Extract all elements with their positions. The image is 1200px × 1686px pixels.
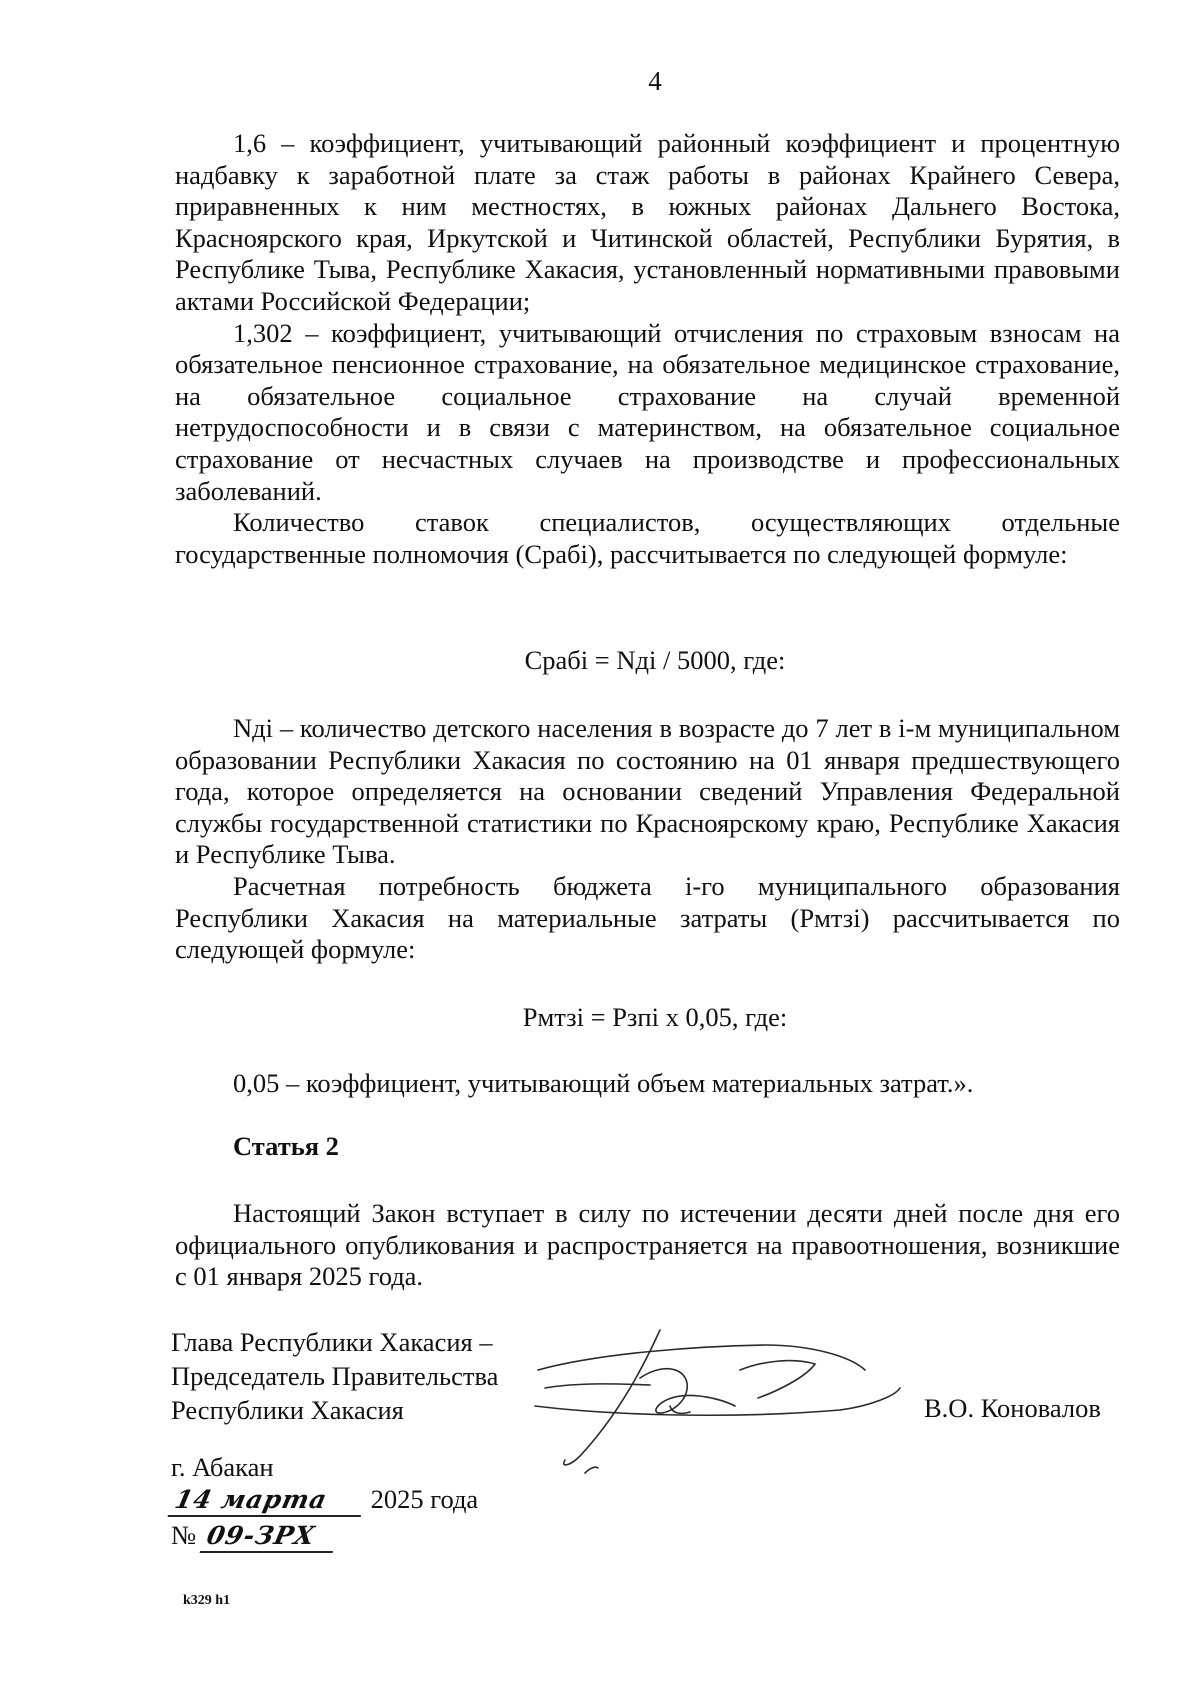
number-sign: № <box>171 1520 197 1550</box>
signatory-title-line-3: Республики Хакасия <box>171 1395 404 1425</box>
paragraph-coefficient-1-302: 1,302 – коэффициент, учитывающий отчисления по страховым взносам на обязательное пенсионное страхование, на обязательное медицинское страхование, на обязательное социальное страхование на случай временной нетрудоспособности и в связи с материнством, на обязательное социальное страхование от несчастных случаев на производстве и профессиональных заболеваний. <box>175 317 1120 506</box>
signatory-title <box>171 1325 498 1427</box>
date-year: 2025 года <box>370 1484 479 1514</box>
place-of-signing: г. Абакан <box>171 1452 274 1482</box>
signature-stroke-2 <box>545 1384 650 1388</box>
signature-stroke-6 <box>535 1388 900 1415</box>
formula-staff-rates: Срабi = Nдi / 5000, где: <box>524 645 786 675</box>
page-number: 4 <box>648 66 662 96</box>
footer-code: k329 h1 <box>183 1593 231 1608</box>
paragraph-material-costs: Расчетная потребность бюджета i-го муниципального образования Республики Хакасия на материальные затраты (Рмтзi) рассчитывается по следующей формуле: <box>175 870 1120 965</box>
signatory-title-line-2: Председатель Правительства <box>171 1361 499 1391</box>
law-number <box>171 1520 336 1553</box>
handwritten-law-number: 09-ЗРХ <box>200 1521 340 1553</box>
signature-stroke-3 <box>564 1330 660 1465</box>
paragraph-entry-into-force: Настоящий Закон вступает в силу по истечении десяти дней после дня его официального опубликования и распространяется на правоотношения, возникшие с 01 января 2025 года. <box>175 1198 1120 1292</box>
signature-stroke-4 <box>640 1369 735 1413</box>
paragraphs-middle <box>175 713 1120 966</box>
signatory-title-line-1: Глава Республики Хакасия – <box>171 1327 493 1357</box>
signature-stroke-7 <box>670 1406 690 1413</box>
paragraph-child-population: Nдi – количество детского населения в возрасте до 7 лет в i-м муниципальном образовании Республики Хакасия по состоянию на 01 января предшествующего года, которое определяется на основании сведений Управления Федеральной службы государственной статистики по Красноярскому краю, Республике Хакасия и Республике Тыва. <box>175 713 1120 870</box>
article-heading: Статья 2 <box>233 1131 339 1161</box>
signature-stroke-5 <box>740 1361 815 1398</box>
paragraphs-bottom <box>175 1198 1120 1293</box>
paragraph-coefficient-1-6: 1,6 – коэффициент, учитывающий районный коэффициент и процентную надбавку к заработной плате за стаж работы в районах Крайнего Севера, приравненных к ним местностях, в южных районах Дальнего Востока, Красноярского края, Иркутской и Читинской областей, Республики Бурятия, в Республике Тыва, Республике Хакасия, установленный нормативными правовыми актами Российской Федерации; <box>175 128 1120 316</box>
handwritten-date: 14 марта <box>168 1485 368 1517</box>
paragraphs-top <box>175 128 1120 570</box>
paragraph-staff-rates: Количество ставок специалистов, осуществляющих отдельные государственные полномочия (Срабi), рассчитывается по следующей формуле: <box>175 507 1120 569</box>
signature-stroke-8 <box>585 1467 598 1473</box>
handwritten-signature <box>520 1318 910 1478</box>
formula-material-costs: Рмтзi = Рзпi х 0,05, где: <box>522 1002 788 1032</box>
signatory-name: В.О. Коновалов <box>924 1393 1101 1423</box>
signature-stroke-1 <box>538 1345 865 1370</box>
date-of-signing <box>171 1484 478 1517</box>
paragraph-coefficient-0-05: 0,05 – коэффициент, учитывающий объем материальных затрат.». <box>233 1068 974 1098</box>
